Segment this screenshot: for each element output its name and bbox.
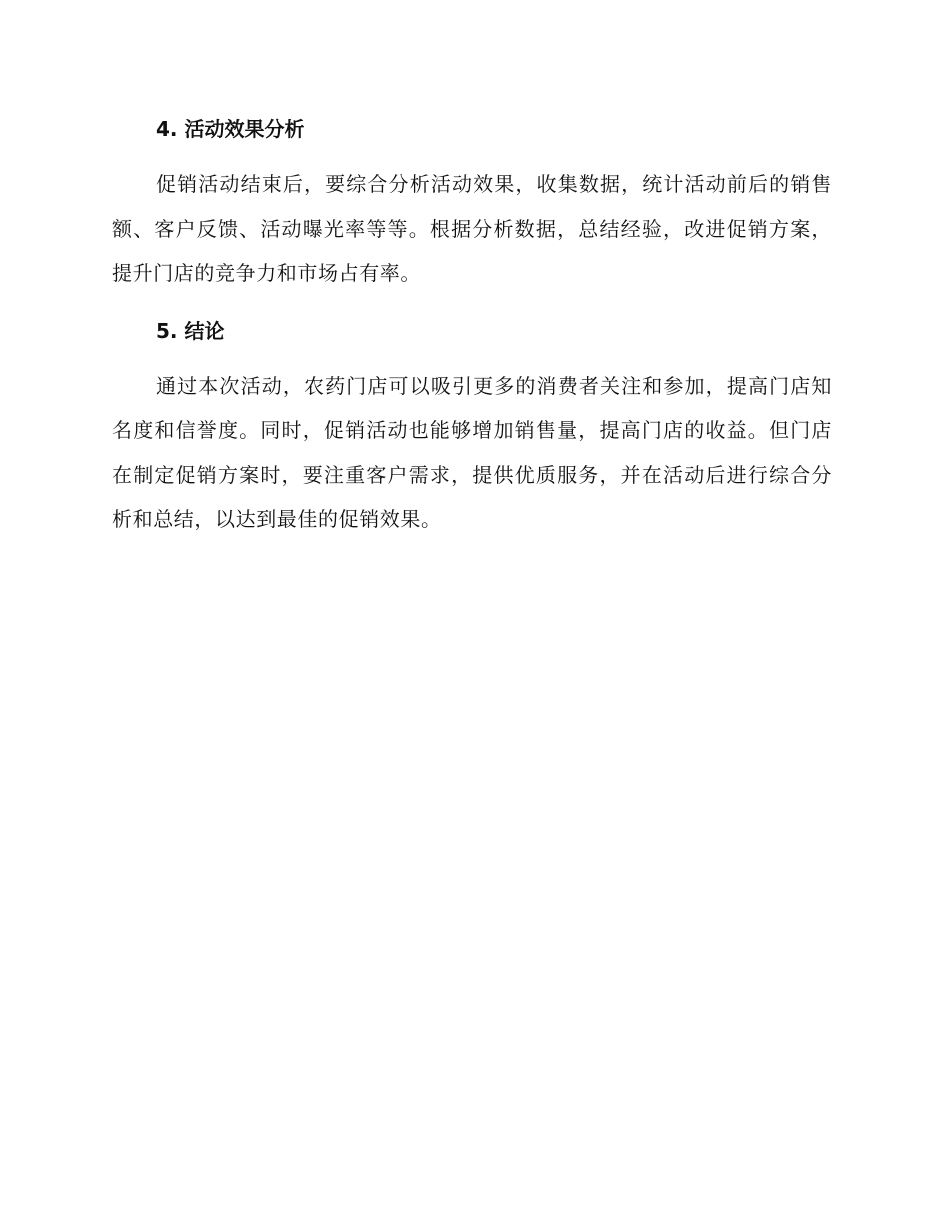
section-paragraph-conclusion: 通过本次活动，农药门店可以吸引更多的消费者关注和参加，提高门店知名度和信誉度。同时，促销活动也能够增加销售量，提高门店的收益。但门店在制定促销方案时，要注重客户需求，提供优质服务，并在活动后进行综合分析和总结，以达到最佳的促销效果。 — [112, 373, 832, 531]
spacer — [112, 296, 832, 314]
spacer — [112, 348, 832, 364]
section-heading-activity-effect-analysis: 4. 活动效果分析 — [156, 117, 305, 141]
spacer — [112, 146, 832, 162]
section-heading-conclusion: 5. 结论 — [156, 318, 225, 343]
document-content — [112, 112, 832, 542]
section-paragraph-activity-effect-analysis: 促销活动结束后，要综合分析活动效果，收集数据，统计活动前后的销售额、客户反馈、活动曝光率等等。根据分析数据，总结经验，改进促销方案，提升门店的竞争力和市场占有率。 — [112, 172, 832, 285]
